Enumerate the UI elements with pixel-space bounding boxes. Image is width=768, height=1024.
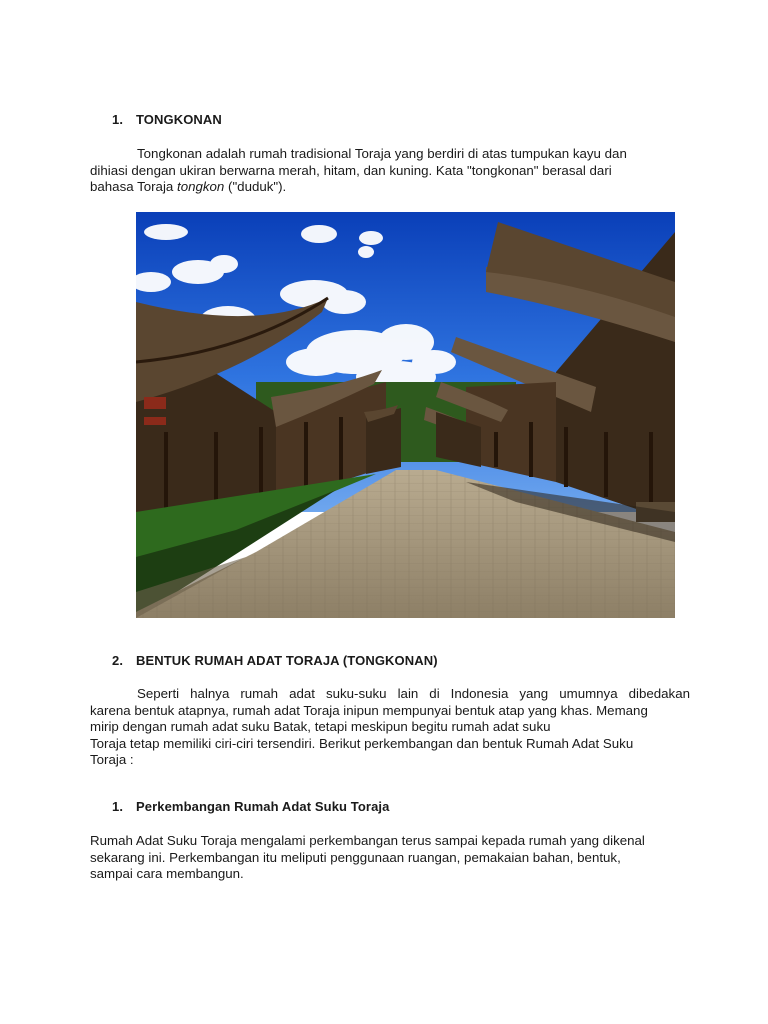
tongkonan-photo — [136, 212, 675, 618]
section-heading-tongkonan — [112, 112, 222, 127]
paragraph-line: dihiasi dengan ukiran berwarna merah, hitam, dan kuning. Kata "tongkonan" berasal dari — [90, 162, 612, 178]
paragraph-bentuk — [90, 686, 690, 769]
italic-term: tongkon — [177, 179, 225, 194]
paragraph-line — [90, 179, 690, 196]
subsection-heading-perkembangan — [112, 799, 389, 814]
subsection-title: Perkembangan Rumah Adat Suku Toraja — [136, 799, 390, 814]
subsection-number: 1. — [112, 799, 124, 814]
paragraph-line: sampai cara membangun. — [90, 866, 244, 881]
section-title: TONGKONAN — [136, 112, 222, 127]
text-run: ("duduk"). — [224, 179, 287, 194]
paragraph-perkembangan — [90, 833, 690, 883]
paragraph-line: Toraja tetap memiliki ciri-ciri tersendiri. Berikut perkembangan dan bentuk Rumah Adat Suku — [90, 735, 634, 751]
paragraph-line: karena bentuk atapnya, rumah adat Toraja inipun mempunyai bentuk atap yang khas. Memang — [90, 702, 648, 718]
paragraph-line: Rumah Adat Suku Toraja mengalami perkembangan terus sampai kepada rumah yang dikenal — [90, 833, 645, 848]
section-heading-bentuk — [112, 653, 438, 668]
section-title: BENTUK RUMAH ADAT TORAJA (TONGKONAN) — [136, 653, 438, 668]
section-number: 1. — [112, 112, 124, 127]
paragraph-line: sekarang ini. Perkembangan itu meliputi penggunaan ruangan, pemakaian bahan, bentuk, — [90, 849, 621, 865]
text-run: bahasa Toraja — [90, 179, 177, 194]
paragraph-line: Toraja : — [90, 752, 134, 767]
paragraph-line: Tongkonan adalah rumah tradisional Toraja yang berdiri di atas tumpukan kayu dan — [137, 146, 627, 161]
paragraph-line: mirip dengan rumah adat suku Batak, tetapi meskipun begitu rumah adat suku — [90, 719, 551, 734]
section-number: 2. — [112, 653, 124, 668]
paragraph-line: Seperti halnya rumah adat suku-suku lain di Indonesia yang umumnya dibedakan — [137, 686, 690, 701]
paragraph-tongkonan — [90, 146, 690, 196]
